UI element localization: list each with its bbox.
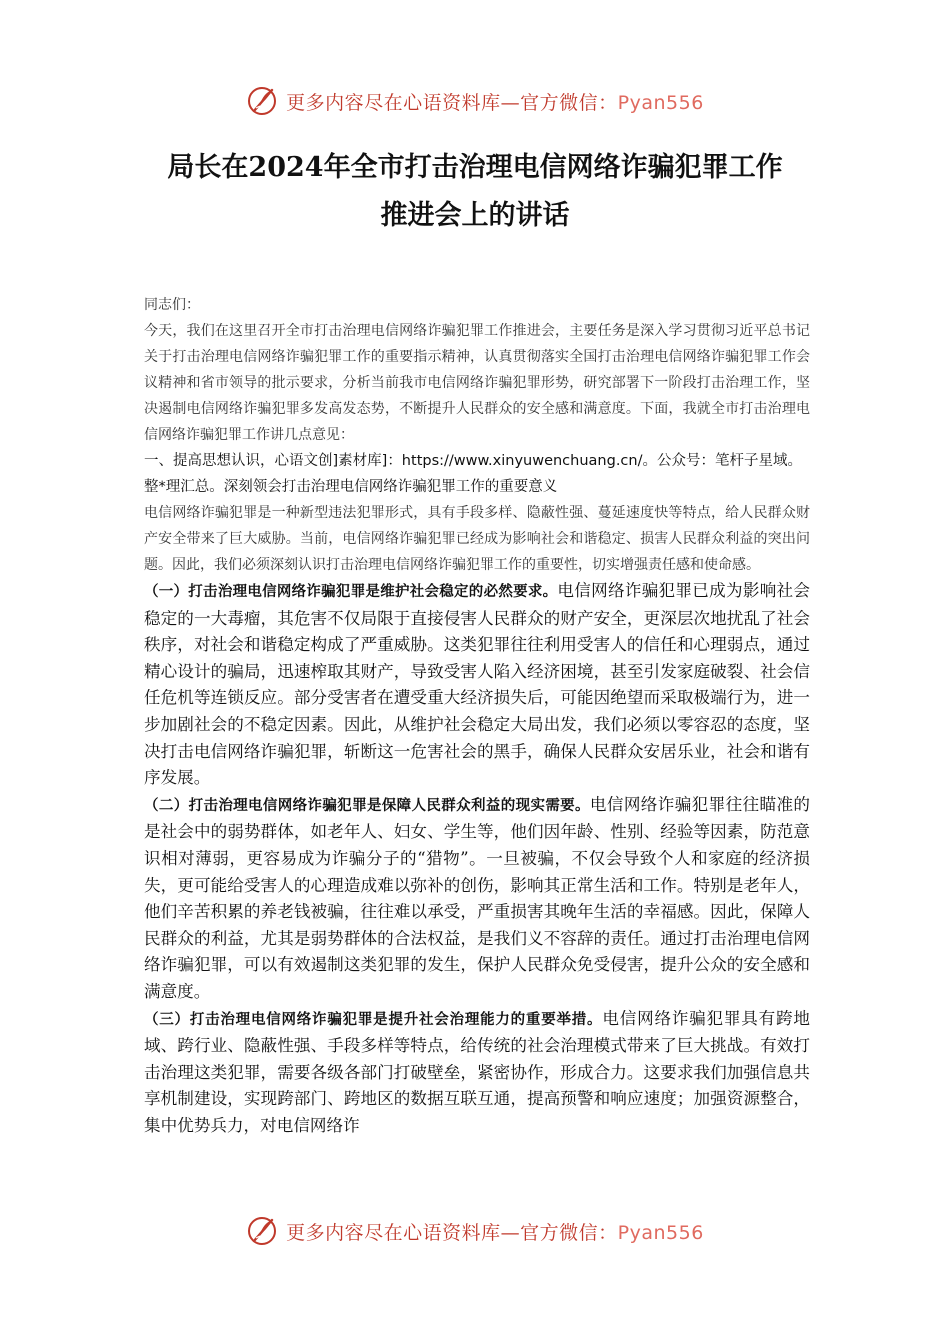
subsection-3-lead: （三）打击治理电信网络诈骗犯罪是提升社会治理能力的重要举措。 — [144, 1011, 603, 1028]
subsection-3-text: 电信网络诈骗犯罪具有跨地域、跨行业、隐蔽性强、手段多样等特点，给传统的社会治理模式带来了巨大挑战。有效打击治理这类犯罪，需要各级各部门打破壁垒，紧密协作，形成合力。这要求我们加强信息共享机制建设，实现跨部门、跨地区的数据互联互通，提高预警和响应速度；加强资源整合，集中优势兵力，对电信网络诈 — [144, 1008, 811, 1135]
banner-text: 更多内容尽在心语资料库—官方微信：Pyan556 — [286, 1221, 704, 1244]
document-body — [144, 292, 810, 1139]
intro-paragraph: 今天，我们在这里召开全市打击治理电信网络诈骗犯罪工作推进会，主要任务是深入学习贯彻习近平总书记关于打击治理电信网络诈骗犯罪工作的重要指示精神，认真贯彻落实全国打击治理电信网络诈骗犯罪工作会议精神和省市领导的批示要求，分析当前我市电信网络诈骗犯罪形势，研究部署下一阶段打击治理工作，坚决遏制电信网络诈骗犯罪多发高发态势，不断提升人民群众的安全感和满意度。下面，我就全市打击治理电信网络诈骗犯罪工作讲几点意见： — [144, 323, 810, 443]
banner-wechat-id: Pyan556 — [617, 91, 704, 114]
title-line-1: 局长在2024年全市打击治理电信网络诈骗犯罪工作 — [167, 152, 783, 183]
quill-logo-icon — [246, 84, 280, 118]
banner-text: 更多内容尽在心语资料库—官方微信：Pyan556 — [286, 91, 704, 114]
subsection-2-text: 电信网络诈骗犯罪往往瞄准的是社会中的弱势群体，如老年人、妇女、学生等，他们因年龄、性别、经验等因素，防范意识相对薄弱，更容易成为诈骗分子的“猎物”。一旦被骗，不仅会导致个人和家庭的经济损失，更可能给受害人的心理造成难以弥补的创伤，影响其正常生活和工作。特别是老年人，他们辛苦积累的养老钱被骗，往往难以承受，严重损害其晚年生活的幸福感。因此，保障人民群众的利益，尤其是弱势群体的合法权益，是我们义不容辞的责任。通过打击治理电信网络诈骗犯罪，可以有效遏制这类犯罪的发生，保护人民群众免受侵害，提升公众的安全感和满意度。 — [144, 794, 811, 1001]
document-title — [100, 144, 850, 240]
subsection-1-lead: （一）打击治理电信网络诈骗犯罪是维护社会稳定的必然要求。 — [144, 584, 558, 600]
title-line-2: 推进会上的讲话 — [380, 200, 570, 231]
section-heading-1: 一、提高思想认识，心语文创]素材库]：https://www.xinyuwenchuang.cn/。公众号：笔杆子星域。整*理汇总。深刻领会打击治理电信网络诈骗犯罪工作的重要意义 — [144, 453, 802, 495]
section-1-paragraph: 电信网络诈骗犯罪是一种新型违法犯罪形式，具有手段多样、隐蔽性强、蔓延速度快等特点，给人民群众财产安全带来了巨大威胁。当前，电信网络诈骗犯罪已经成为影响社会和谐稳定、损害人民群众利益的突出问题。因此，我们必须深刻认识打击治理电信网络诈骗犯罪工作的重要性，切实增强责任感和使命感。 — [144, 505, 810, 573]
subsection-3 — [144, 1006, 810, 1140]
subsection-2-lead: （二）打击治理电信网络诈骗犯罪是保障人民群众利益的现实需要。 — [144, 797, 590, 814]
greeting: 同志们： — [144, 297, 200, 313]
subsection-2 — [144, 792, 810, 1006]
subsection-1-text: 电信网络诈骗犯罪已成为影响社会稳定的一大毒瘤，其危害不仅局限于直接侵害人民群众的财产安全，更深层次地扰乱了社会秩序，对社会和谐稳定构成了严重威胁。这类犯罪往往利用受害人的信任和心理弱点，通过精心设计的骗局，迅速榨取其财产，导致受害人陷入经济困境，甚至引发家庭破裂、社会信任危机等连锁反应。部分受害者在遭受重大经济损失后，可能因绝望而采取极端行为，进一步加剧社会的不稳定因素。因此，从维护社会稳定大局出发，我们必须以零容忍的态度，坚决打击电信网络诈骗犯罪，斩断这一危害社会的黑手，确保人民群众安居乐业，社会和谐有序发展。 — [144, 581, 811, 788]
header-banner — [0, 84, 950, 118]
banner-wechat-id: Pyan556 — [617, 1221, 704, 1244]
subsection-1 — [144, 578, 810, 792]
quill-logo-icon — [246, 1214, 280, 1248]
footer-banner — [0, 1214, 950, 1248]
